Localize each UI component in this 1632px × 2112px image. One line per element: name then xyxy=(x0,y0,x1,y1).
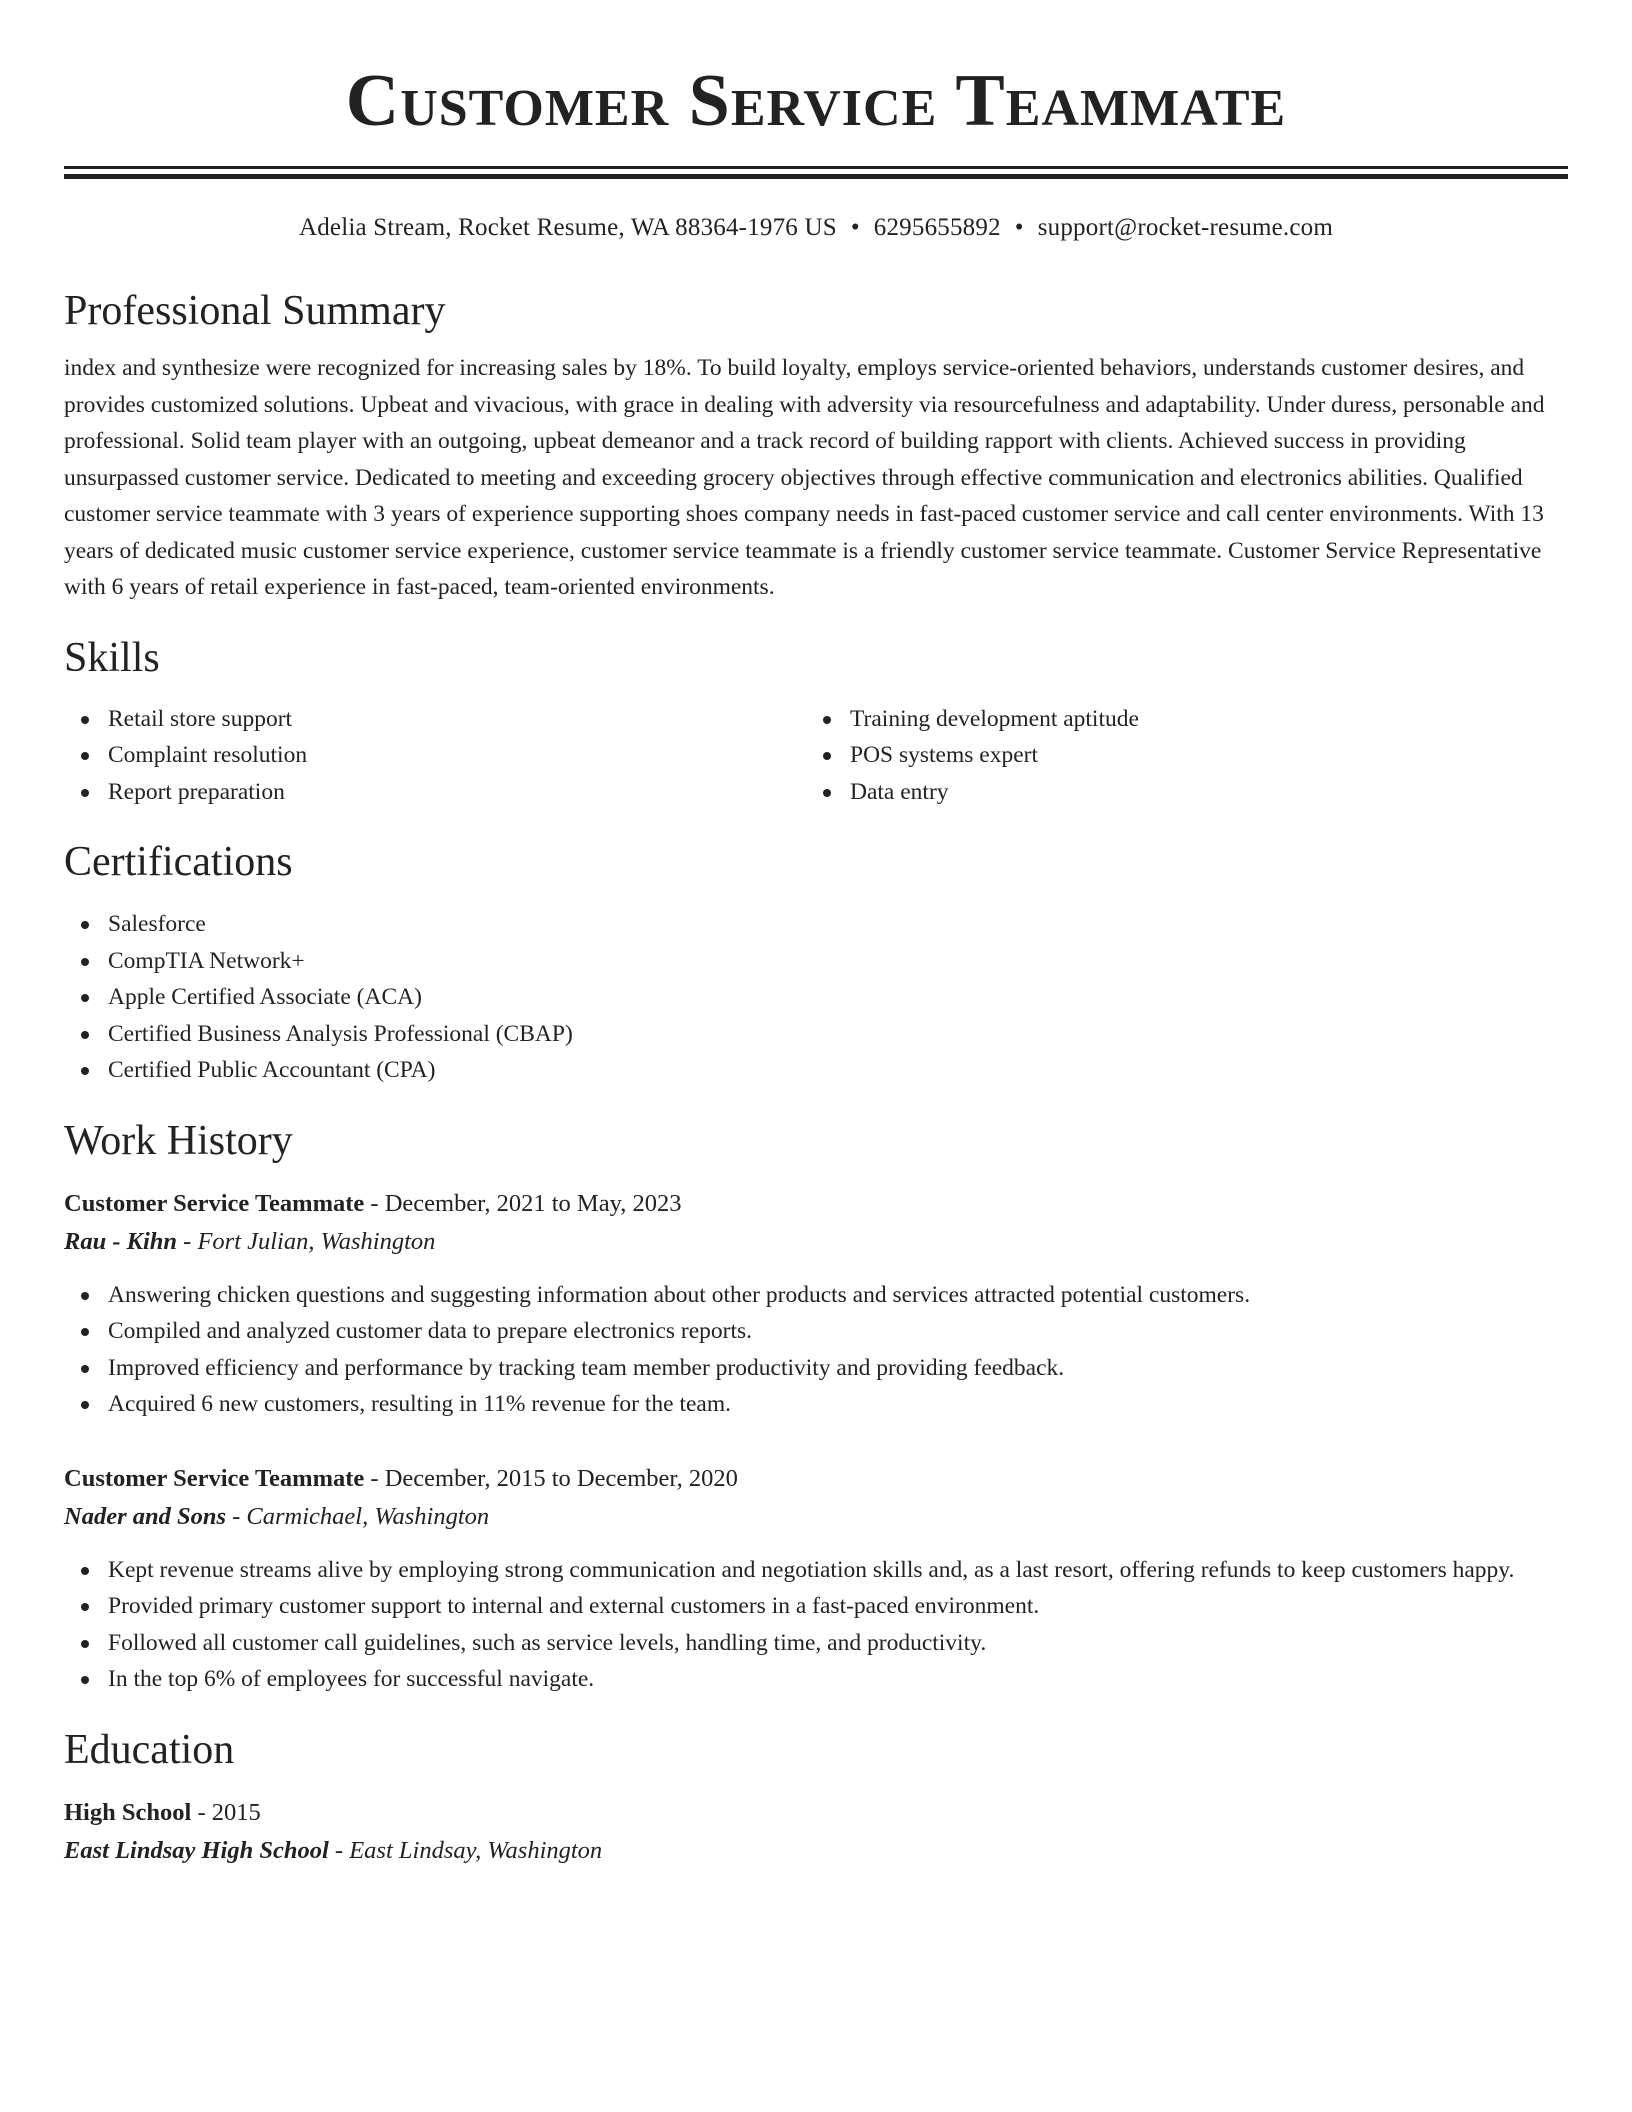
certification-item xyxy=(64,943,1568,980)
job-title: Customer Service Teammate xyxy=(64,1464,365,1492)
job-header xyxy=(64,1185,1568,1223)
bullet-icon xyxy=(81,789,89,797)
job-dates: - December, 2015 to December, 2020 xyxy=(364,1464,738,1492)
bullet-icon xyxy=(81,1328,89,1336)
education-institution xyxy=(64,1832,1568,1870)
education-location: - East Lindsay, Washington xyxy=(328,1836,603,1864)
skill-label: Retail store support xyxy=(108,705,293,732)
job-bullet-text: Answering chicken questions and suggesting information about other products and services attracted potential customers. xyxy=(108,1281,1251,1308)
job-bullet xyxy=(64,1661,1568,1698)
bullet-icon xyxy=(81,716,89,724)
skill-label: Data entry xyxy=(850,778,949,805)
bullet-icon xyxy=(823,716,831,724)
bullet-icon xyxy=(81,994,89,1002)
job-title: Customer Service Teammate xyxy=(64,1189,365,1217)
certification-item xyxy=(64,1016,1568,1053)
contact-separator: • xyxy=(850,214,860,241)
job-bullet-text: Acquired 6 new customers, resulting in 11% revenue for the team. xyxy=(108,1391,731,1417)
education-section xyxy=(64,1725,1568,1870)
job-bullet xyxy=(64,1552,1568,1589)
job-company: Nader and Sons xyxy=(64,1502,227,1530)
job-bullets xyxy=(64,1277,1568,1423)
certifications-list xyxy=(64,906,1568,1089)
bullet-icon xyxy=(81,958,89,966)
contact-email: support@rocket-resume.com xyxy=(1037,214,1334,241)
certification-label: Certified Public Accountant (CPA) xyxy=(108,1057,436,1083)
skills-left-list xyxy=(64,701,806,811)
job-bullet-text: Followed all customer call guidelines, such as service levels, handling time, and productivity. xyxy=(108,1629,987,1656)
contact-line xyxy=(64,212,1568,244)
education-header xyxy=(64,1794,1568,1832)
skill-item xyxy=(806,774,1548,811)
contact-address: Adelia Stream, Rocket Resume, WA 88364-1976 US xyxy=(298,214,837,241)
job-bullet-text: Improved efficiency and performance by tracking team member productivity and providing feedback. xyxy=(108,1354,1065,1381)
job-bullet-text: Provided primary customer support to internal and external customers in a fast-paced environment. xyxy=(108,1593,1040,1619)
certification-item xyxy=(64,906,1568,943)
skill-item xyxy=(806,701,1548,738)
skill-item xyxy=(64,701,806,738)
certification-label: CompTIA Network+ xyxy=(108,947,305,974)
education-entry xyxy=(64,1794,1568,1870)
certification-label: Salesforce xyxy=(108,911,206,937)
skill-item xyxy=(64,737,806,774)
certifications-heading: Certifications xyxy=(64,839,293,885)
work-history-section xyxy=(64,1116,1568,1698)
bullet-icon xyxy=(81,1067,89,1075)
job-company: Rau - Kihn xyxy=(64,1227,178,1255)
education-heading: Education xyxy=(64,1726,235,1773)
job-employer xyxy=(64,1498,1568,1536)
job-entry xyxy=(64,1460,1568,1698)
bullet-icon xyxy=(823,789,831,797)
job-bullet-text: Kept revenue streams alive by employing strong communication and negotiation skills and, as a last resort, offering refunds to keep customers happy. xyxy=(108,1556,1515,1583)
skills-heading: Skills xyxy=(64,634,160,681)
certification-label: Certified Business Analysis Professional (CBAP) xyxy=(108,1020,573,1047)
certifications-section xyxy=(64,837,1568,1089)
job-bullets xyxy=(64,1552,1568,1698)
job-employer xyxy=(64,1223,1568,1261)
certification-item xyxy=(64,1052,1568,1089)
skill-item xyxy=(806,737,1548,774)
bullet-icon xyxy=(81,1676,89,1684)
job-bullet xyxy=(64,1277,1568,1314)
bullet-icon xyxy=(81,1031,89,1039)
skill-label: Training development aptitude xyxy=(850,705,1139,732)
summary-heading: Professional Summary xyxy=(64,288,446,334)
skills-columns xyxy=(64,701,1568,811)
contact-separator: • xyxy=(1014,214,1024,241)
summary-text: index and synthesize were recognized for increasing sales by 18%. To build loyalty, employs service-oriented behaviors, understands customer desires, and provides customized solutions. Upbeat and vivacious, with grace in dealing with adversity via resourcefulness and adaptability. Under duress, personable and professional. Solid team player with an outgoing, upbeat demeanor and a track record of building rapport with clients. Achieved success in providing unsurpassed customer service. Dedicated to meeting and exceeding grocery objectives through effective communication and electronics abilities. Qualified customer service teammate with 3 years of experience supporting shoes company needs in fast-paced customer service and call center environments. With 13 years of dedicated music customer service experience, customer service teammate is a friendly customer service teammate. Customer Service Representative with 6 years of retail experience in fast-paced, team-oriented environments. xyxy=(64,355,1545,600)
skill-label: Report preparation xyxy=(108,778,285,805)
job-bullet xyxy=(64,1625,1568,1662)
education-degree: High School xyxy=(64,1798,192,1826)
job-bullet xyxy=(64,1313,1568,1350)
skill-label: Complaint resolution xyxy=(108,742,308,768)
skill-item xyxy=(64,774,806,811)
job-location: - Carmichael, Washington xyxy=(226,1502,490,1530)
job-dates: - December, 2021 to May, 2023 xyxy=(364,1189,682,1217)
bullet-icon xyxy=(823,752,831,760)
skills-section xyxy=(64,633,1568,811)
certification-item xyxy=(64,979,1568,1016)
skill-label: POS systems expert xyxy=(850,742,1038,768)
job-entry xyxy=(64,1185,1568,1423)
job-bullet-text: Compiled and analyzed customer data to prepare electronics reports. xyxy=(108,1318,753,1344)
education-year: - 2015 xyxy=(191,1798,261,1826)
bullet-icon xyxy=(81,1603,89,1611)
education-school: East Lindsay High School xyxy=(64,1836,329,1864)
work-history-heading: Work History xyxy=(64,1117,293,1164)
job-bullet-text: In the top 6% of employees for successful navigate. xyxy=(108,1666,595,1692)
title-divider xyxy=(64,166,1568,179)
bullet-icon xyxy=(81,1292,89,1300)
bullet-icon xyxy=(81,752,89,760)
bullet-icon xyxy=(81,921,89,929)
bullet-icon xyxy=(81,1640,89,1648)
job-bullet xyxy=(64,1588,1568,1625)
bullet-icon xyxy=(81,1567,89,1575)
certification-label: Apple Certified Associate (ACA) xyxy=(108,984,422,1010)
bullet-icon xyxy=(81,1365,89,1373)
job-bullet xyxy=(64,1350,1568,1387)
job-location: - Fort Julian, Washington xyxy=(177,1227,436,1255)
bullet-icon xyxy=(81,1401,89,1409)
resume-title: Customer Service Teammate xyxy=(345,60,1287,142)
job-header xyxy=(64,1460,1568,1498)
job-bullet xyxy=(64,1386,1568,1423)
contact-phone: 6295655892 xyxy=(873,214,1001,241)
skills-right-list xyxy=(806,701,1548,811)
summary-section xyxy=(64,286,1568,606)
